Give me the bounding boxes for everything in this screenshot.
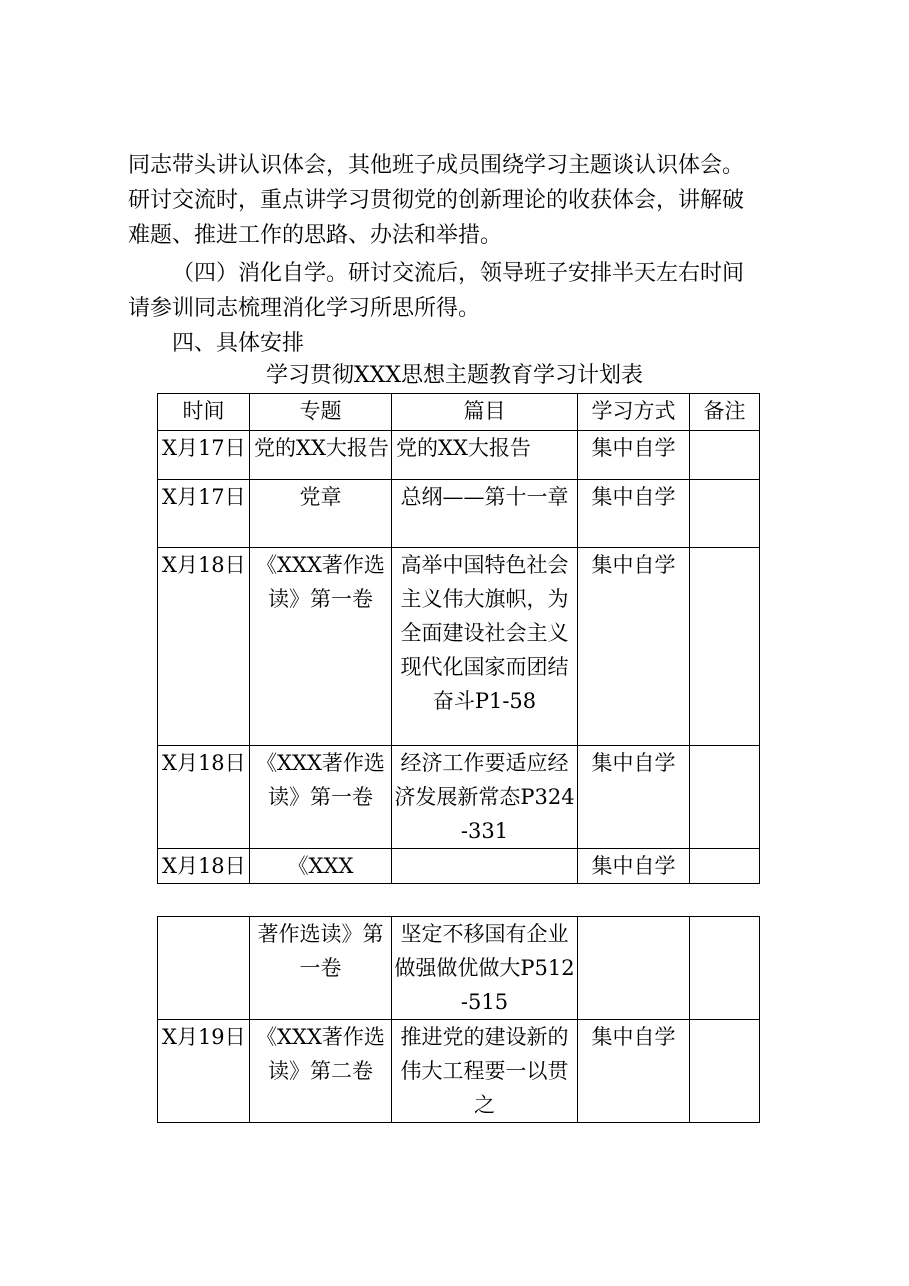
paragraph-2: 研讨交流时，重点讲学习贯彻党的创新理论的收获体会，讲解破 xyxy=(128,188,745,213)
cell-note xyxy=(690,746,760,849)
cell-method: 集中自学 xyxy=(578,431,690,480)
cell-article: 推进党的建设新的伟大工程要一以贯之 xyxy=(392,1020,578,1123)
table-row xyxy=(158,1020,760,1123)
cell-topic: 《XXX著作选读》第二卷 xyxy=(250,1020,392,1123)
table-title: 学习贯彻XXX思想主题教育学习计划表 xyxy=(266,363,643,388)
cell-note xyxy=(690,548,760,746)
cell-method: 集中自学 xyxy=(578,480,690,548)
cell-note xyxy=(690,1020,760,1123)
cell-method: 集中自学 xyxy=(578,746,690,849)
cell-time: X月19日 xyxy=(158,1020,250,1123)
cell-note xyxy=(690,431,760,480)
cell-time: X月17日 xyxy=(158,480,250,548)
cell-note xyxy=(690,480,760,548)
table-row xyxy=(158,480,760,548)
cell-article: 高举中国特色社会主义伟大旗帜，为全面建设社会主义现代化国家而团结奋斗P1-58 xyxy=(392,548,578,746)
cell-method: 集中自学 xyxy=(578,1020,690,1123)
cell-topic: 《XXX著作选读》第一卷 xyxy=(250,548,392,746)
cell-time: X月17日 xyxy=(158,431,250,480)
table-row xyxy=(158,746,760,849)
table-row xyxy=(158,917,760,1020)
cell-note xyxy=(690,849,760,884)
cell-article: 总纲——第十一章 xyxy=(392,480,578,548)
cell-time: X月18日 xyxy=(158,548,250,746)
cell-method xyxy=(578,917,690,1020)
header-note: 备注 xyxy=(690,394,760,431)
cell-method: 集中自学 xyxy=(578,548,690,746)
cell-article: 党的XX大报告 xyxy=(392,431,578,480)
cell-article: 经济工作要适应经济发展新常态P324-331 xyxy=(392,746,578,849)
cell-time: X月18日 xyxy=(158,746,250,849)
paragraph-4: （四）消化自学。研讨交流后，领导班子安排半天左右时间 xyxy=(172,261,745,286)
table-row xyxy=(158,548,760,746)
cell-topic: 党章 xyxy=(250,480,392,548)
cell-article xyxy=(392,849,578,884)
cell-time xyxy=(158,917,250,1020)
table-row xyxy=(158,849,760,884)
header-method: 学习方式 xyxy=(578,394,690,431)
table-row xyxy=(158,431,760,480)
cell-topic: 《XXX著作选读》第一卷 xyxy=(250,746,392,849)
paragraph-5: 请参训同志梳理消化学习所思所得。 xyxy=(128,296,481,321)
paragraph-1: 同志带头讲认识体会，其他班子成员围绕学习主题谈认识体会。 xyxy=(128,153,745,178)
table-header-row xyxy=(158,394,760,431)
cell-topic: 党的XX大报告 xyxy=(250,431,392,480)
cell-topic: 《XXX xyxy=(250,849,392,884)
cell-article: 坚定不移国有企业做强做优做大P512-515 xyxy=(392,917,578,1020)
header-topic: 专题 xyxy=(250,394,392,431)
section-heading: 四、具体安排 xyxy=(172,331,305,356)
cell-topic: 著作选读》第一卷 xyxy=(250,917,392,1020)
header-time: 时间 xyxy=(158,394,250,431)
plan-table-part2 xyxy=(157,916,760,1123)
header-article: 篇目 xyxy=(392,394,578,431)
cell-method: 集中自学 xyxy=(578,849,690,884)
paragraph-3: 难题、推进工作的思路、办法和举措。 xyxy=(128,223,503,248)
cell-time: X月18日 xyxy=(158,849,250,884)
cell-note xyxy=(690,917,760,1020)
plan-table-part1 xyxy=(157,393,760,884)
